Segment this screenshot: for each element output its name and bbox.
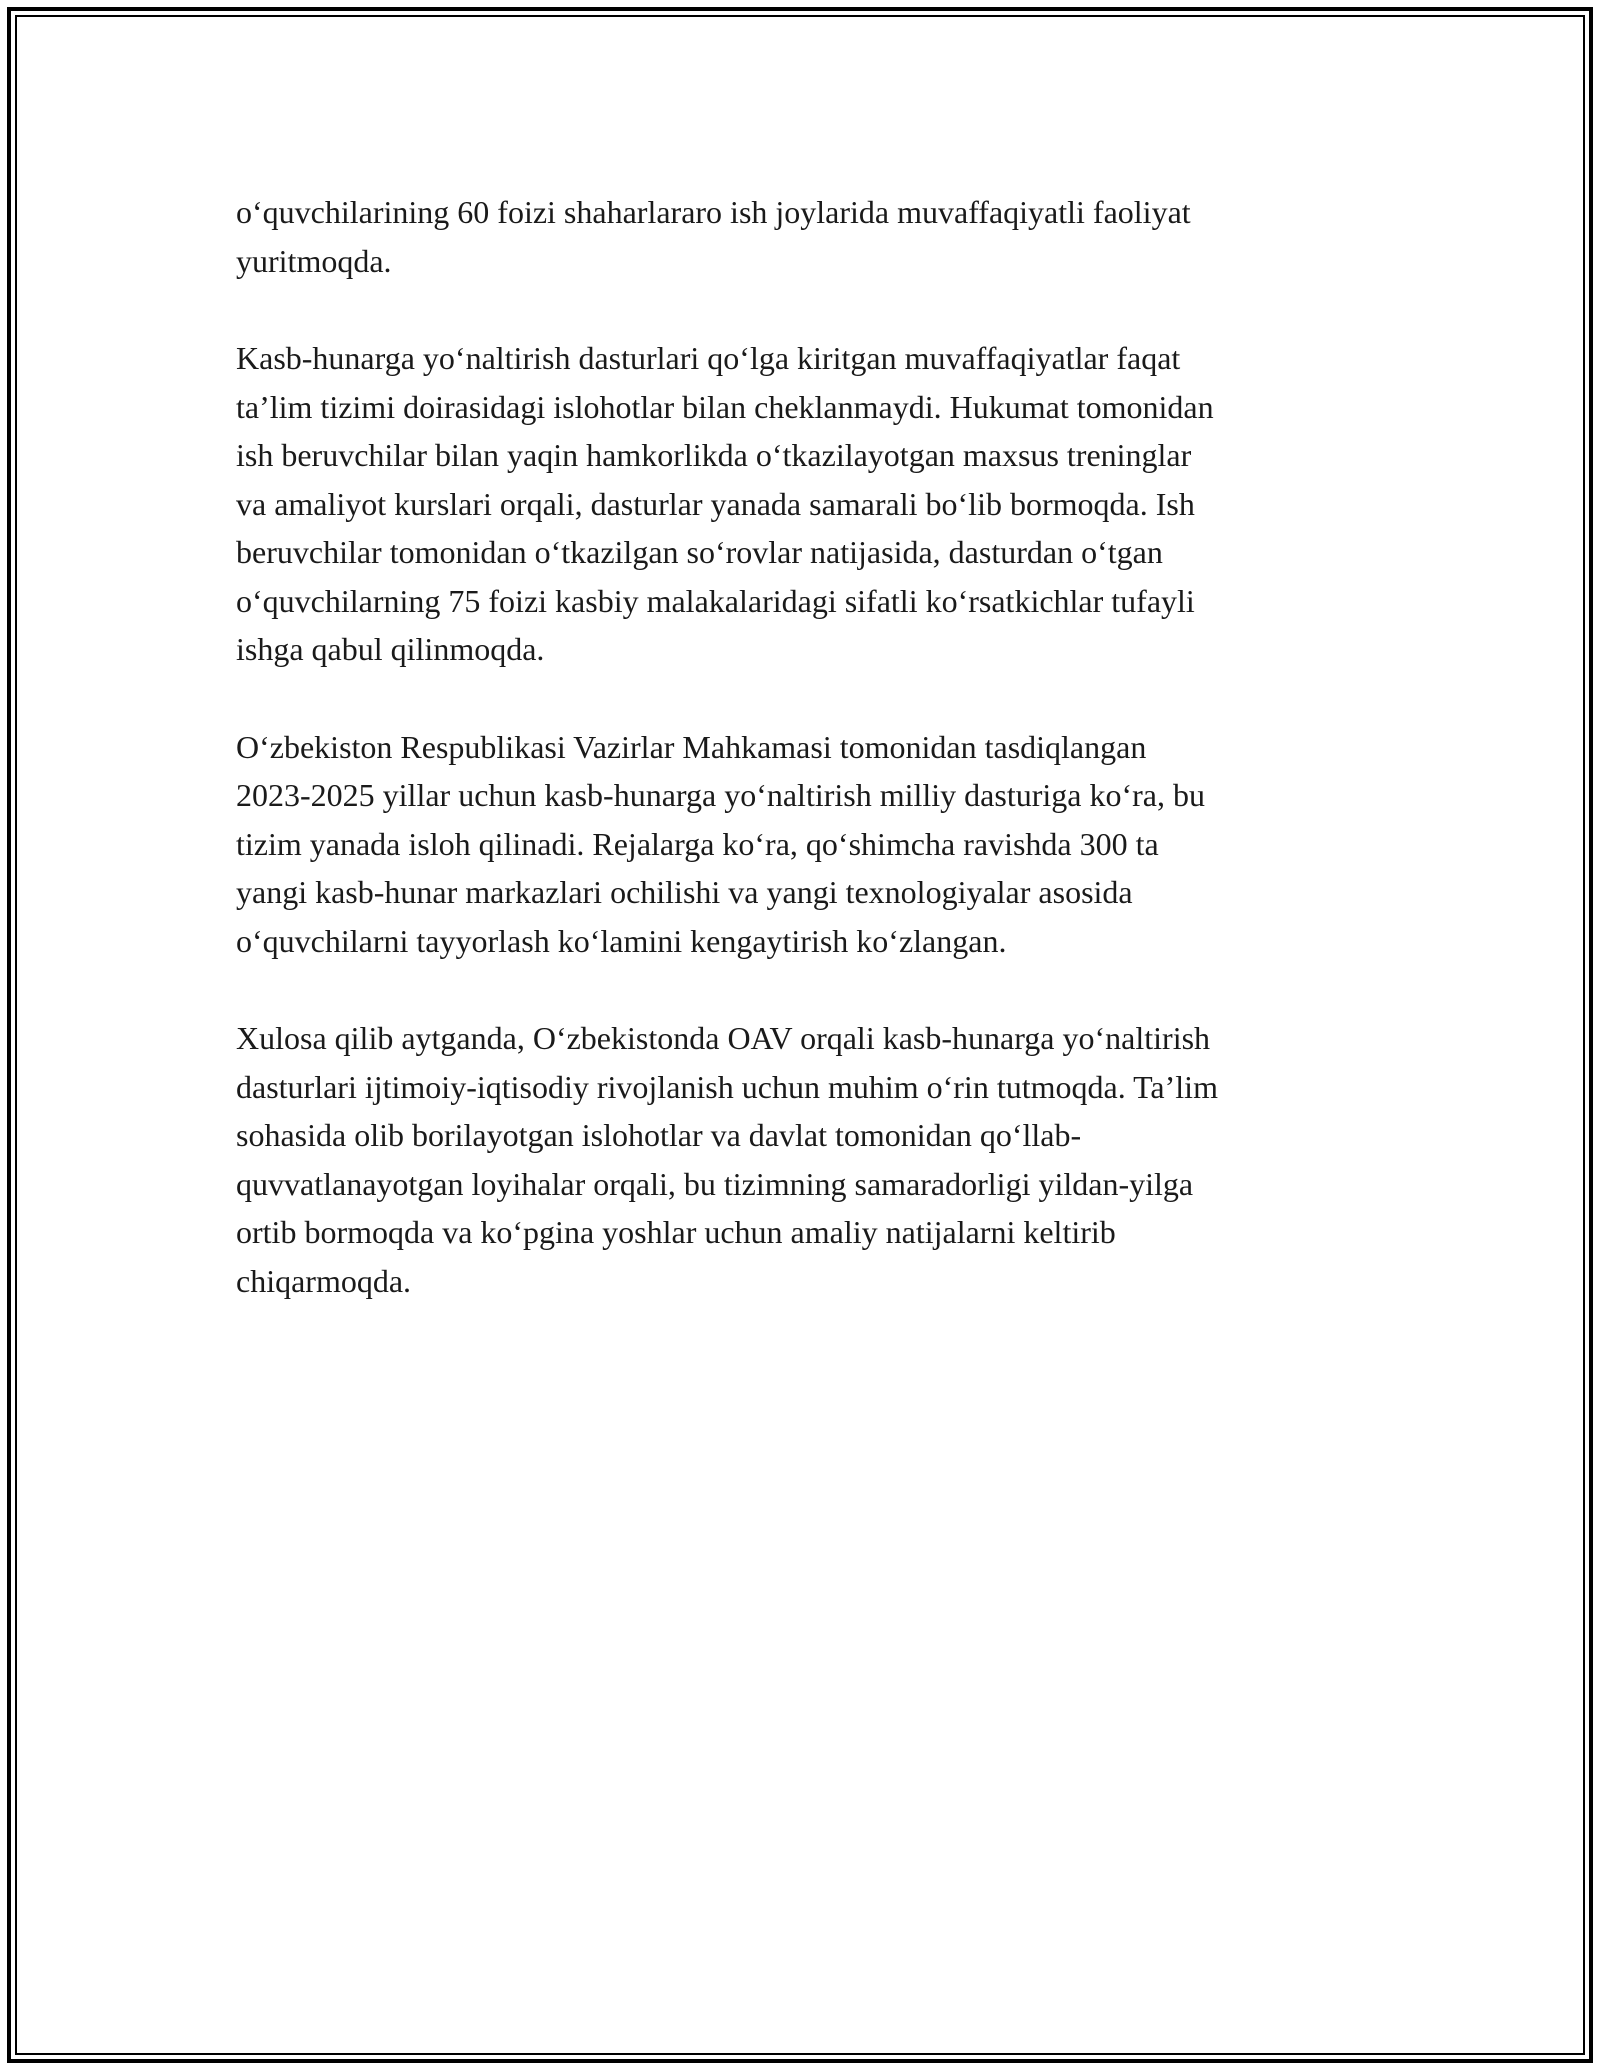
text-line: ta’lim tizimi doirasidagi islohotlar bilan cheklanmaydi. Hukumat tomonidan bbox=[236, 388, 1214, 425]
text-line: beruvchilar tomonidan o‘tkazilgan so‘rovlar natijasida, dasturdan o‘tgan bbox=[236, 534, 1163, 570]
text-line: ishga qabul qilinmoqda. bbox=[236, 631, 545, 667]
text-line: yangi kasb-hunar markazlari ochilishi va yangi texnologiyalar asosida bbox=[236, 874, 1133, 910]
text-line: o‘quvchilarining 60 foizi shaharlararo ish joylarida muvaffaqiyatli faoliyat bbox=[236, 194, 1191, 230]
text-line: dasturlari ijtimoiy-iqtisodiy rivojlanish uchun muhim o‘rin tutmoqda. Ta’lim bbox=[236, 1068, 1218, 1105]
document-body bbox=[236, 188, 1372, 1354]
text-line: Xulosa qilib aytganda, O‘zbekistonda OAV orqali kasb-hunarga yo‘naltirish bbox=[236, 1020, 1211, 1056]
text-line: o‘quvchilarni tayyorlash ko‘lamini kengaytirish ko‘zlangan. bbox=[236, 922, 1007, 959]
text-line: chiqarmoqda. bbox=[236, 1262, 412, 1299]
text-line: o‘quvchilarning 75 foizi kasbiy malakalaridagi sifatli ko‘rsatkichlar tufayli bbox=[236, 582, 1195, 619]
paragraph-1 bbox=[236, 188, 1372, 285]
text-line: va amaliyot kurslari orqali, dasturlar yanada samarali bo‘lib bormoqda. Ish bbox=[236, 485, 1195, 522]
text-line: ortib bormoqda va ko‘pgina yoshlar uchun amaliy natijalarni keltirib bbox=[236, 1214, 1116, 1250]
paragraph-2 bbox=[236, 334, 1372, 674]
text-line: sohasida olib borilayotgan islohotlar va davlat tomonidan qo‘llab- bbox=[236, 1117, 1082, 1153]
text-line: 2023-2025 yillar uchun kasb-hunarga yo‘naltirish milliy dasturiga ko‘ra, bu bbox=[236, 777, 1205, 813]
text-line: tizim yanada isloh qilinadi. Rejalarga ko‘ra, qo‘shimcha ravishda 300 ta bbox=[236, 825, 1159, 862]
paragraph-3 bbox=[236, 723, 1372, 966]
text-line: quvvatlanayotgan loyihalar orqali, bu tizimning samaradorligi yildan-yilga bbox=[236, 1165, 1194, 1202]
text-line: yuritmoqda. bbox=[236, 242, 392, 279]
text-line: O‘zbekiston Respublikasi Vazirlar Mahkamasi tomonidan tasdiqlangan bbox=[236, 728, 1147, 765]
paragraph-4 bbox=[236, 1014, 1372, 1305]
text-line: Kasb-hunarga yo‘naltirish dasturlari qo‘lga kiritgan muvaffaqiyatlar faqat bbox=[236, 340, 1181, 376]
text-line: ish beruvchilar bilan yaqin hamkorlikda o‘tkazilayotgan maxsus treninglar bbox=[236, 437, 1192, 473]
